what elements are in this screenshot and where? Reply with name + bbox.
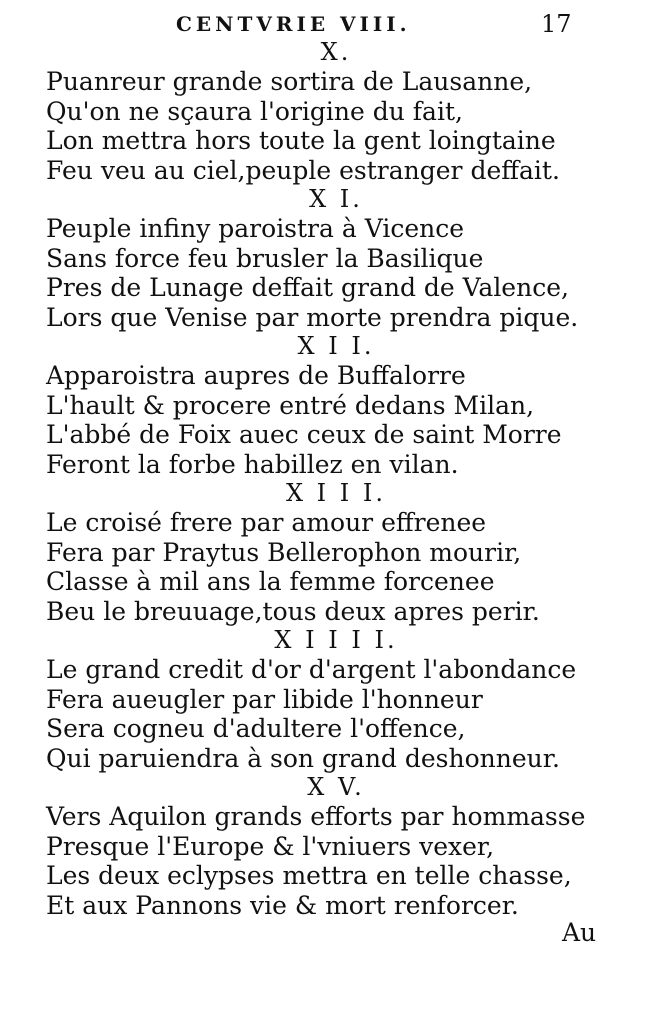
catchword: Au xyxy=(562,918,597,947)
quatrain xyxy=(46,773,626,920)
verse-line: Feront la forbe habillez en vilan. xyxy=(46,449,459,479)
verse-line: Les deux eclypses mettra en telle chasse, xyxy=(46,861,572,890)
verse-line: Beu le breuuage,tous deux apres perir. xyxy=(46,596,540,626)
verse-line: L'abbé de Foix auec ceux de saint Morre xyxy=(46,420,562,449)
verse-line: Fera par Praytus Bellerophon mourir, xyxy=(46,537,522,567)
verse-line: Feu veu au ciel,peuple estranger deffait. xyxy=(46,155,560,185)
verse-line: Classe à mil ans la femme forcenee xyxy=(46,567,495,596)
quatrain xyxy=(46,38,626,185)
quatrain xyxy=(46,479,626,626)
verse-text-block xyxy=(46,38,626,920)
verse-line: Presque l'Europe & l'vniuers vexer, xyxy=(46,831,495,861)
page-number: 17 xyxy=(541,10,572,38)
verse-line: Vers Aquilon grands efforts par hommasse xyxy=(46,802,586,831)
verse-line: Fera aueugler par libide l'honneur xyxy=(46,684,483,714)
quatrain-number: X I I. xyxy=(297,332,375,360)
running-head: CENTVRIE VIII. xyxy=(176,12,411,36)
quatrain xyxy=(46,185,626,332)
verse-line: L'hault & procere entré dedans Milan, xyxy=(46,390,535,420)
verse-line: Apparoistra aupres de Buffalorre xyxy=(46,361,466,390)
verse-line: Peuple infiny paroistra à Vicence xyxy=(46,214,465,243)
quatrain-number: X I. xyxy=(309,185,363,213)
quatrain-number: X I I I I. xyxy=(274,626,398,654)
quatrain-number: X V. xyxy=(307,773,365,801)
quatrain xyxy=(46,626,626,773)
quatrain xyxy=(46,332,626,479)
verse-line: Pres de Lunage deffait grand de Valence, xyxy=(46,273,569,302)
quatrain-number: X. xyxy=(320,38,352,66)
verse-line: Qu'on ne sçaura l'origine du fait, xyxy=(46,96,463,126)
verse-line: Le grand credit d'or d'argent l'abondance xyxy=(46,655,577,684)
verse-line: Sera cogneu d'adultere l'offence, xyxy=(46,714,466,743)
verse-line: Puanreur grande sortira de Lausanne, xyxy=(46,67,533,96)
verse-line: Lors que Venise par morte prendra pique. xyxy=(46,302,579,332)
verse-line: Le croisé frere par amour effrenee xyxy=(46,508,487,537)
verse-line: Qui paruiendra à son grand deshonneur. xyxy=(46,743,560,773)
quatrain-number: X I I I. xyxy=(285,479,387,507)
verse-line: Sans force feu brusler la Basilique xyxy=(46,243,484,273)
verse-line: Et aux Pannons vie & mort renforcer. xyxy=(46,890,519,920)
verse-line: Lon mettra hors toute la gent loingtaine xyxy=(46,126,556,155)
